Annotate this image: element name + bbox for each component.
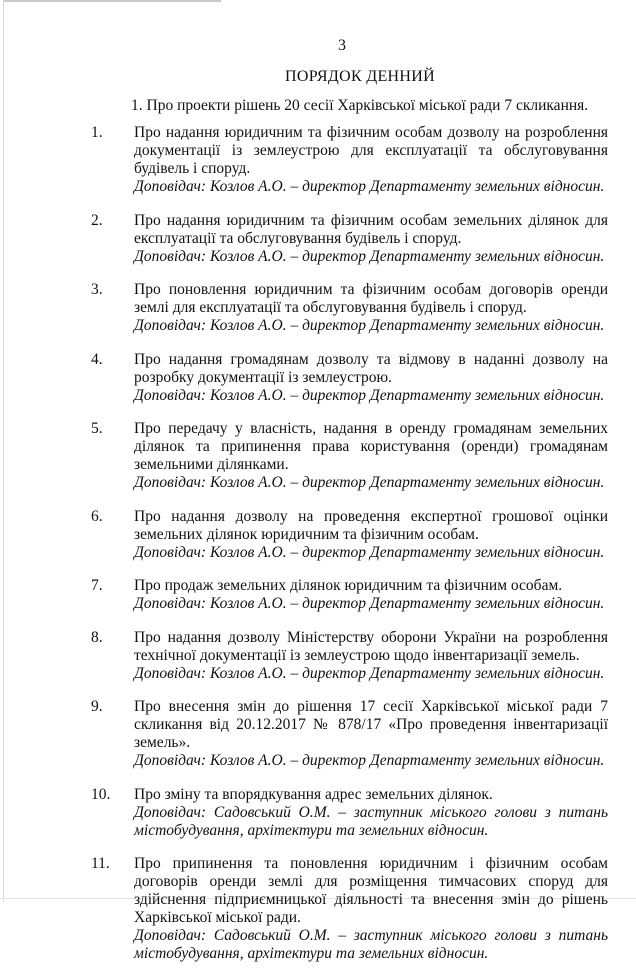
agenda-item-text: Про поновлення юридичним та фізичним особам договорів оренди землі для експлуатації та обслуговування будівель і споруд. [134,281,608,316]
agenda-item-text: Про надання юридичним та фізичним особам земельних ділянок для експлуатації та обслуговування будівель і споруд. [134,211,608,247]
agenda-item [0,351,636,405]
agenda-item-number: 7. [91,577,103,594]
agenda-item-speaker: Доповідач: Козлов А.О. – директор Департаменту земельних відносин. [134,317,605,334]
agenda-item-speaker: Доповідач: Садовський О.М. – заступник міського голови з питань містобудування, архітектури та земельних відносин. [134,927,608,962]
agenda-item-speaker: Доповідач: Козлов А.О. – директор Департаменту земельних відносин. [134,595,605,612]
agenda-item-body [134,855,608,963]
agenda-item-speaker: Доповідач: Козлов А.О. – директор Департаменту земельних відносин. [134,386,605,404]
agenda-item-number: 2. [91,211,103,229]
agenda-item-number: 1. [91,124,103,141]
agenda-item-number: 11. [91,855,110,872]
agenda-item-text: Про надання юридичним та фізичним особам дозволу на розроблення документації із землеустрою для експлуатації та обслуговування будівель і споруд. [134,124,608,177]
agenda-item-text: Про зміну та впорядкування адрес земельних ділянок. [134,785,493,803]
agenda-item [0,855,636,963]
agenda-item-speaker: Доповідач: Садовський О.М. – заступник міського голови з питань містобудування, архітектури та земельних відносин. [134,803,608,839]
agenda-item [0,420,636,492]
agenda-item-number: 6. [91,507,103,525]
agenda-item-text: Про надання громадянам дозволу та відмову в наданні дозволу на розробку документації із землеустрою. [134,350,608,386]
agenda-item-body [134,212,608,266]
agenda-item-speaker: Доповідач: Козлов А.О. – директор Департаменту земельних відносин. [134,752,605,769]
agenda-item [0,698,636,770]
agenda-item-speaker: Доповідач: Козлов А.О. – директор Департаменту земельних відносин. [134,178,605,195]
agenda-item-body [134,420,608,492]
agenda-intro: 1. Про проекти рішень 20 сесії Харківської міської ради 7 скликання. [131,97,589,114]
agenda-item-body [134,698,608,770]
agenda-item-number: 4. [91,350,103,368]
agenda-item-body [134,786,608,840]
agenda-item-body [134,281,608,335]
page-title: ПОРЯДОК ДЕННИЙ [285,68,435,85]
agenda-item [0,281,636,335]
agenda-item-text: Про припинення та поновлення юридичним і фізичним особам договорів оренди землі для розміщення тимчасових споруд для здійснення підприємницької діяльності та внесення змін до рішень Харківської міської ради. [134,855,608,926]
agenda-item-speaker: Доповідач: Козлов А.О. – директор Департаменту земельних відносин. [134,543,605,561]
agenda-item-number: 5. [91,420,103,437]
agenda-item-text: Про продаж земельних ділянок юридичним та фізичним особам. [134,577,563,594]
agenda-item-text: Про надання дозволу на проведення експертної грошової оцінки земельних ділянок юридичним та фізичним особам. [134,507,608,543]
agenda-item-number: 9. [91,698,103,715]
agenda-item-body [134,124,608,196]
agenda-item [0,786,636,840]
agenda-item-text: Про надання дозволу Міністерству оборони України на розроблення технічної документації із землеустрою щодо інвентаризації земель. [134,628,608,664]
agenda-item-number: 10. [91,785,111,803]
page-number: 3 [338,37,346,54]
agenda-item [0,577,636,613]
agenda-item-number: 8. [91,628,103,646]
agenda-item-text: Про внесення змін до рішення 17 сесії Харківської міської ради 7 скликання від 20.12.2017 № 878/17 «Про проведення інвентаризації земель». [134,698,608,751]
agenda-item-body [134,508,608,562]
agenda-item [0,629,636,683]
agenda-item-body [134,351,608,405]
agenda-item-body [134,629,608,683]
agenda-item [0,508,636,562]
agenda-item-speaker: Доповідач: Козлов А.О. – директор Департаменту земельних відносин. [134,247,605,265]
agenda-item [0,124,636,196]
agenda-item-body [134,577,608,613]
agenda-item-speaker: Доповідач: Козлов А.О. – директор Департаменту земельних відносин. [134,474,605,491]
top-edge-rule [3,0,221,2]
agenda-list [0,124,636,979]
agenda-item [0,212,636,266]
agenda-item-text: Про передачу у власність, надання в оренду громадянам земельних ділянок та припинення права користування (оренди) громадянам земельними ділянками. [134,420,608,473]
agenda-item-number: 3. [91,281,103,298]
agenda-item-speaker: Доповідач: Козлов А.О. – директор Департаменту земельних відносин. [134,664,605,682]
